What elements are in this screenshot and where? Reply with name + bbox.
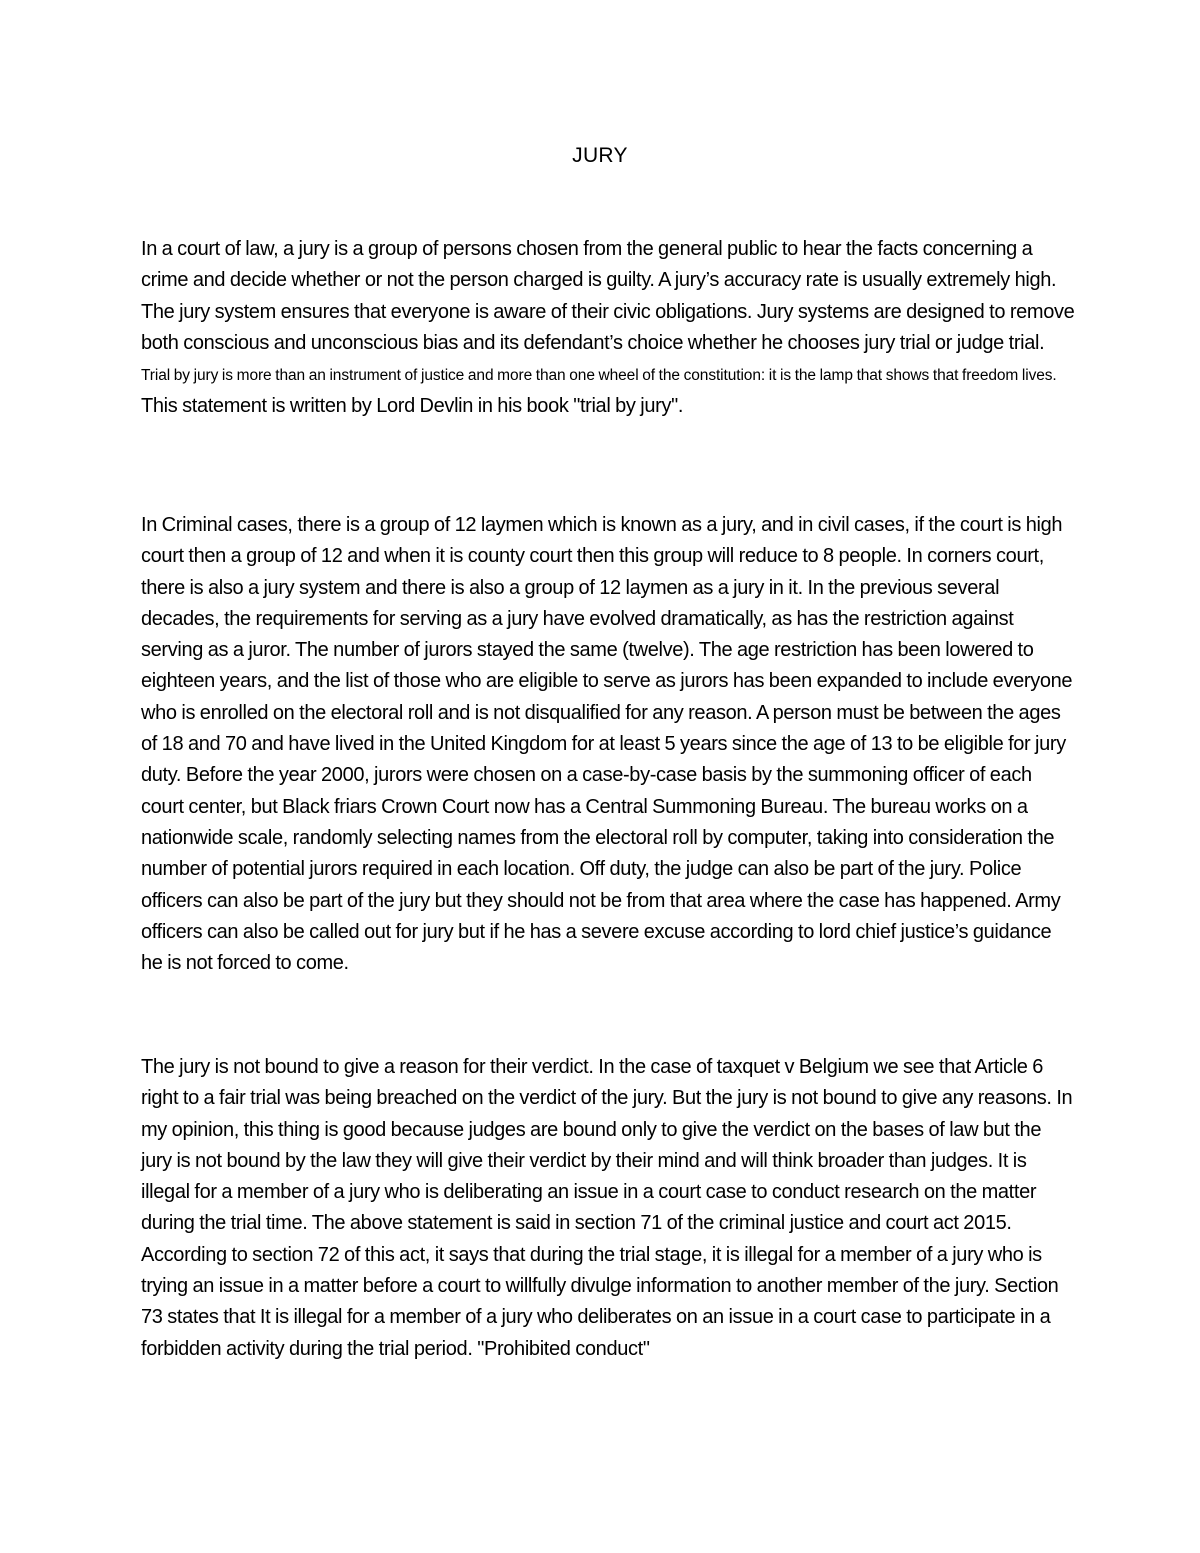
paragraph-composition: In Criminal cases, there is a group of 12 laymen which is known as a jury, and in civil cases, if the court is high court then a group of 12 and when it is county court then this group will reduce to 8 people. In corners court, there is also a jury system and there is also a group of 12 laymen as a jury in it. In the previous several decades, the requirements for serving as a jury have evolved dramatically, as has the restriction against serving as a juror. The number of jurors stayed the same (twelve). The age restriction has been lowered to eighteen years, and the list of those who are eligible to serve as jurors has been expanded to include everyone who is enrolled on the electoral roll and is not disqualified for any reason. A person must be between the ages of 18 and 70 and have lived in the United Kingdom for at least 5 years since the age of 13 to be eligible for jury duty. Before the year 2000, jurors were chosen on a case-by-case basis by the summoning officer of each court center, but Black friars Crown Court now has a Central Summoning Bureau. The bureau works on a nationwide scale, randomly selecting names from the electoral roll by computer, taking into consideration the number of potential jurors required in each location. Off duty, the judge can also be part of the jury. Police officers can also be part of the jury but they should not be from that area where the case has happened. Army officers can also be called out for jury but if he has a severe excuse according to lord chief justice’s guidance he is not forced to come. [141, 514, 1073, 975]
paragraph-verdict: The jury is not bound to give a reason for their verdict. In the case of taxquet v Belgium we see that Article 6 right to a fair trial was being breached on the verdict of the jury. But the jury is not bound to give any reasons. In my opinion, this thing is good because judges are bound only to give the verdict on the bases of law but the jury is not bound by the law they will give their verdict by their mind and will think broader than judges. It is illegal for a member of a jury who is deliberating an issue in a court case to conduct research on the matter during the trial time. The above statement is said in section 71 of the criminal justice and court act 2015. According to section 72 of this act, it says that during the trial stage, it is illegal for a member of a jury who is trying an issue in a matter before a court to willfully divulge information to another member of the jury. Section 73 states that It is illegal for a member of a jury who deliberates on an issue in a court case to participate in a forbidden activity during the trial period. "Prohibited conduct" [141, 1056, 1073, 1360]
paragraph-intro-attribution: This statement is written by Lord Devlin in his book "trial by jury". [141, 395, 684, 418]
devlin-quote: Trial by jury is more than an instrument of justice and more than one wheel of the constitution: it is the lamp that shows that freedom lives. [141, 367, 1057, 385]
paragraph-intro [141, 234, 1076, 423]
document-title: JURY [572, 144, 628, 167]
paragraph-intro-text: In a court of law, a jury is a group of persons chosen from the general public to hear the facts concerning a crime and decide whether or not the person charged is guilty. A jury’s accuracy rate is usually extremely high. The jury system ensures that everyone is aware of their civic obligations. Jury systems are designed to remove both conscious and unconscious bias and its defendant’s choice whether he chooses jury trial or judge trial. [141, 238, 1075, 354]
